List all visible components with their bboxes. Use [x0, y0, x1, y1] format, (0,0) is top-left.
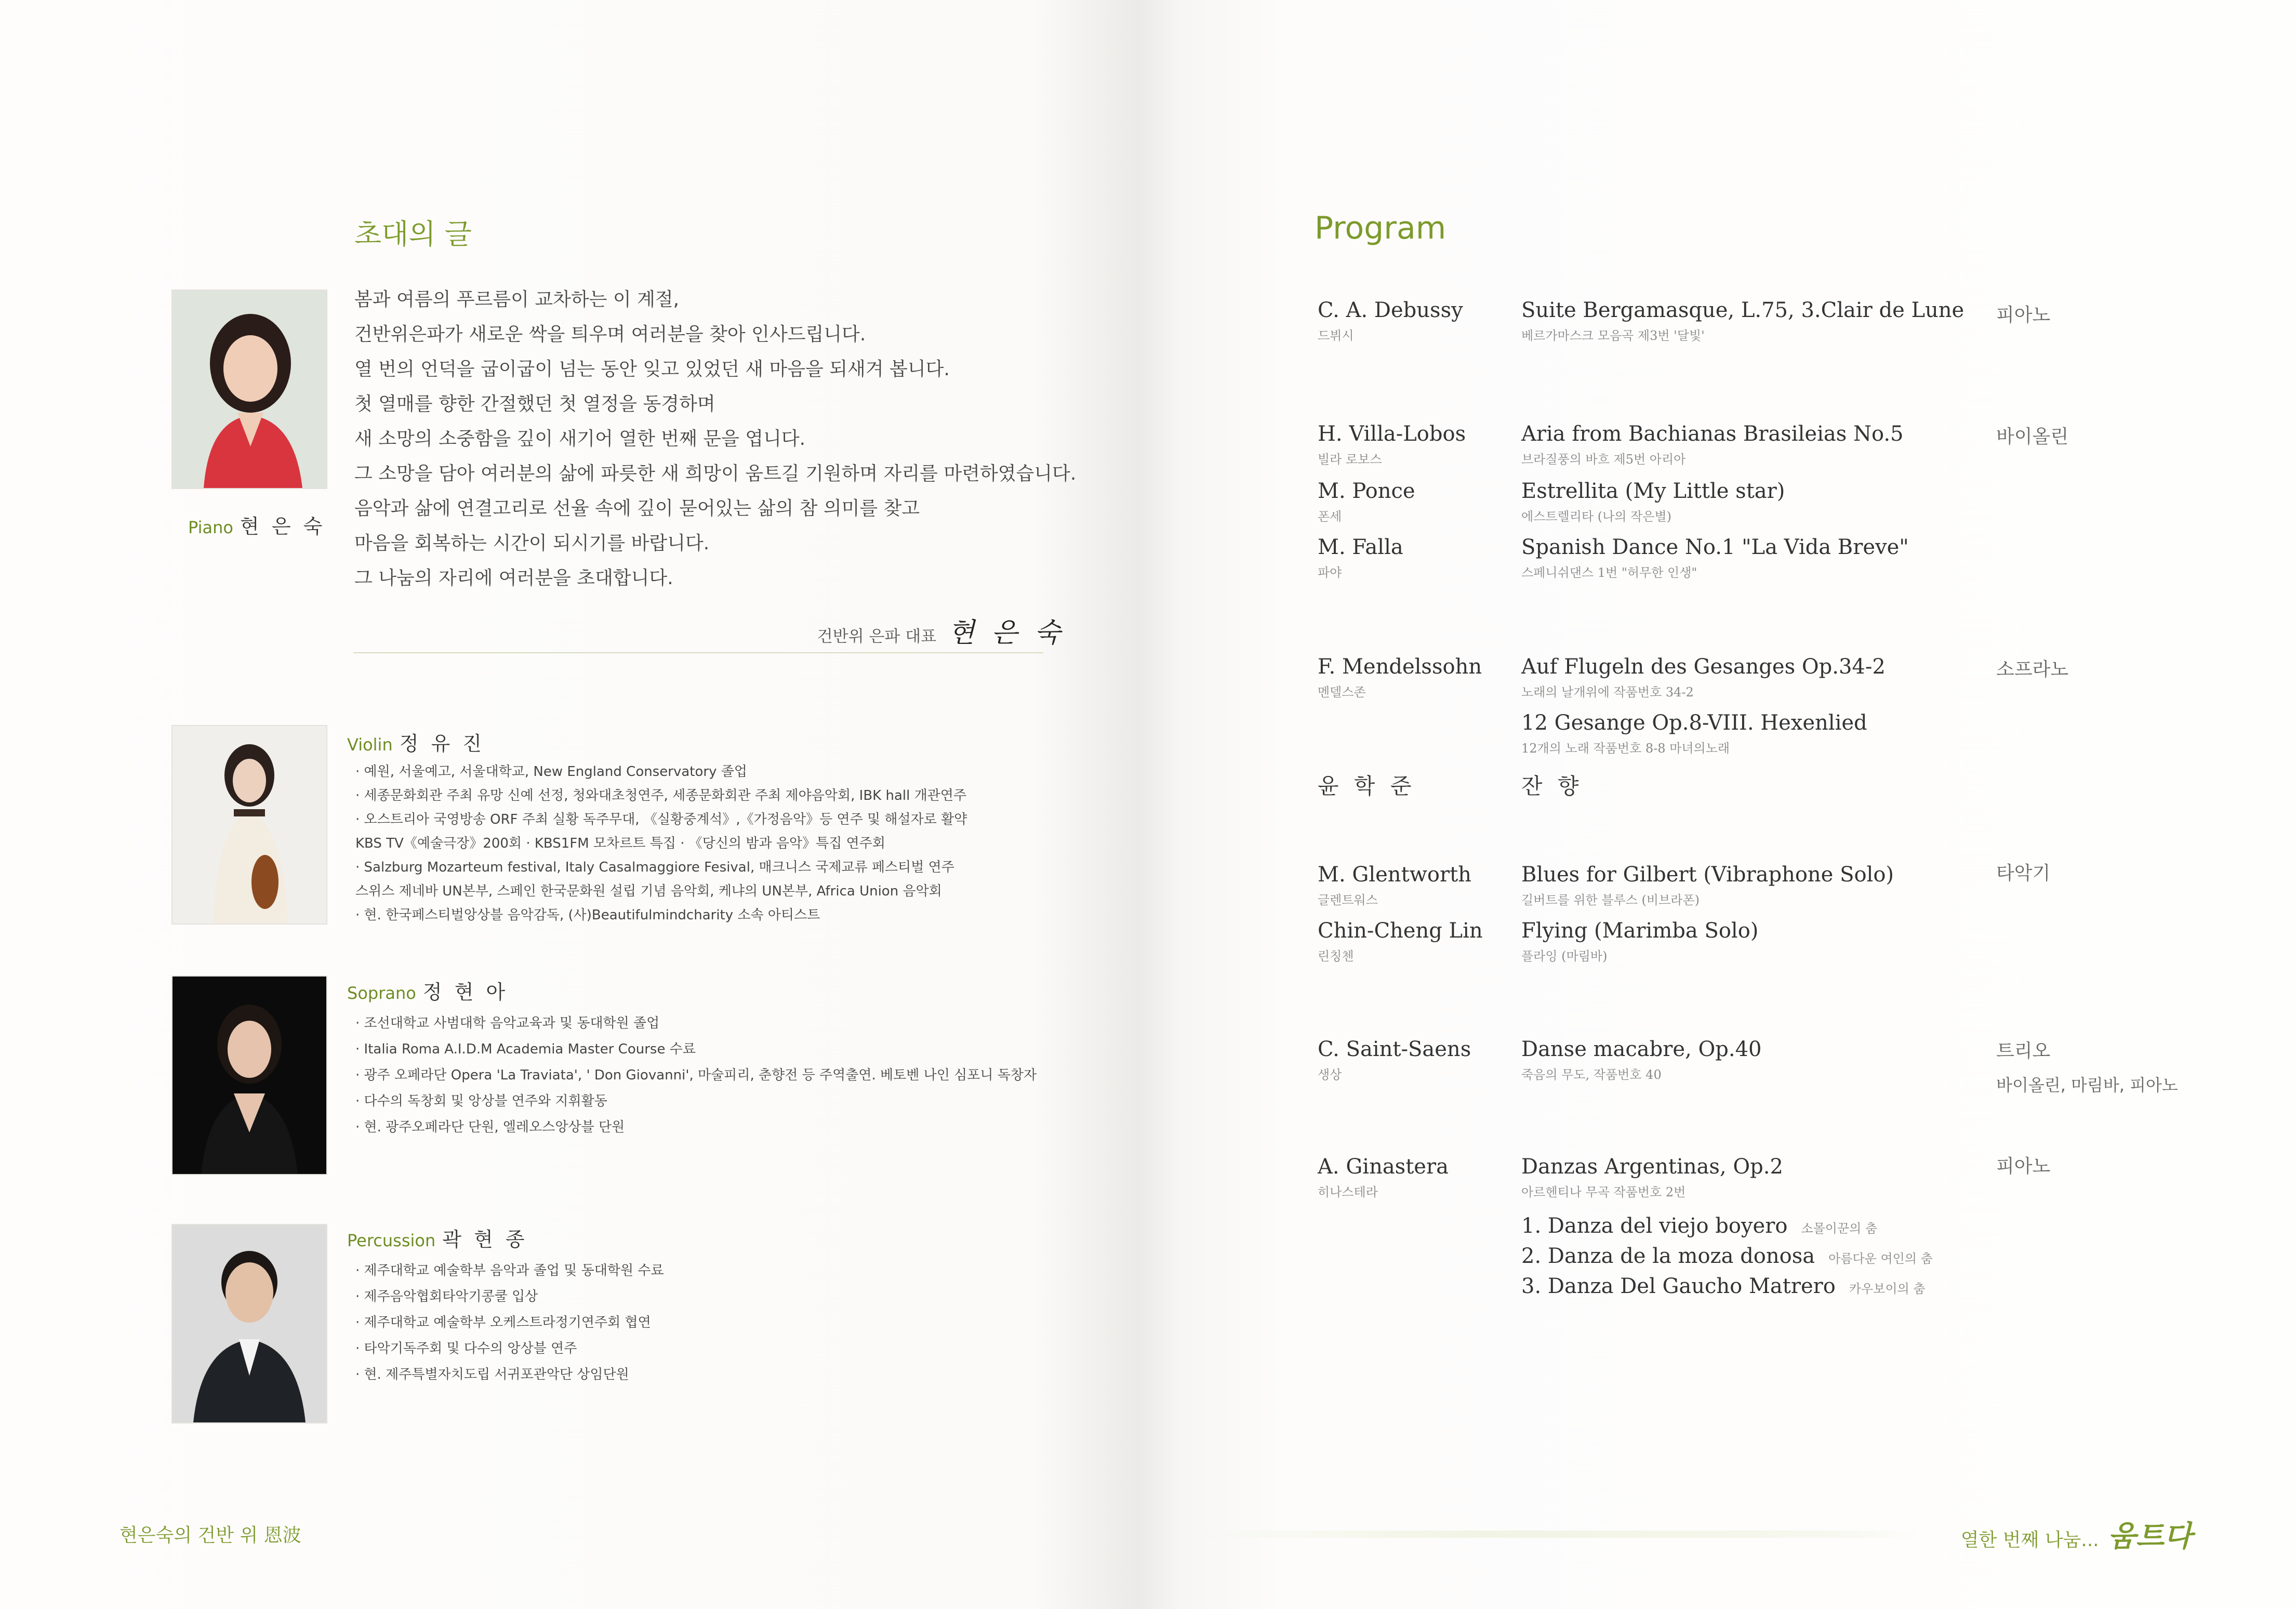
program-instrument — [1996, 859, 2050, 885]
instrument-label: 타악기 — [1996, 863, 2051, 884]
program-work — [1521, 769, 1583, 800]
program-composer — [1318, 422, 1466, 467]
percussion-role: Percussion — [347, 1231, 436, 1250]
soprano-role: Soprano — [347, 983, 416, 1003]
program-composer — [1318, 655, 1482, 700]
movement-title: 2. Danza de la moza donosa — [1521, 1244, 1815, 1268]
work-title-ko: 아르헨티나 무곡 작품번호 2번 — [1521, 1185, 1686, 1199]
composer-name: Chin-Cheng Lin — [1318, 919, 1483, 943]
movement-title: 1. Danza del viejo boyero — [1521, 1214, 1788, 1238]
bio-line: · 예원, 서울예고, 서울대학교, New England Conservatory 졸업 — [355, 764, 747, 780]
instrument-label: 피아노 — [1996, 1156, 2051, 1177]
soprano-portrait-image — [172, 977, 326, 1174]
bio-line: · 현. 한국페스티벌앙상블 음악감독, (사)Beautifulmindcharity 소속 아티스트 — [355, 907, 820, 923]
program-work — [1521, 1037, 1761, 1083]
work-title-ko: 스페니쉬댄스 1번 "허무한 인생" — [1521, 565, 1697, 580]
work-title: Estrellita (My Little star) — [1521, 479, 1785, 503]
invitation-line: 그 소망을 담아 여러분의 삶에 파릇한 새 희망이 움트길 기원하며 자리를 마련하였습니다. — [354, 463, 1077, 484]
program-work — [1521, 919, 1758, 964]
work-title-ko: 12개의 노래 작품번호 8-8 마녀의노래 — [1521, 741, 1730, 756]
work-title: Danse macabre, Op.40 — [1521, 1037, 1762, 1061]
program-instrument — [1996, 1152, 2050, 1178]
program-composer — [1318, 535, 1403, 581]
composer-name: 윤 학 준 — [1318, 773, 1416, 799]
invitation-line: 새 소망의 소중함을 깊이 새기어 열한 번째 문을 엽니다. — [354, 428, 806, 450]
composer-name: A. Ginastera — [1318, 1155, 1449, 1179]
composer-name-ko: 멘델스존 — [1318, 685, 1366, 700]
bio-line: · 현. 광주오페라단 단원, 엘레오스앙상블 단원 — [355, 1119, 625, 1135]
composer-name-ko: 글렌트워스 — [1318, 893, 1378, 907]
soprano-bio — [355, 1010, 1104, 1140]
bio-line: · 다수의 독창회 및 앙상블 연주와 지휘활동 — [355, 1093, 607, 1109]
work-title: Auf Flugeln des Gesanges Op.34-2 — [1521, 655, 1886, 679]
bio-line: · 타악기독주회 및 다수의 앙상블 연주 — [355, 1341, 577, 1356]
violinist-photo — [171, 725, 327, 925]
program-composer — [1318, 479, 1415, 524]
composer-name: H. Villa-Lobos — [1318, 422, 1466, 446]
movement-item — [1521, 1274, 1926, 1298]
work-title-ko: 브라질풍의 바흐 제5번 아리아 — [1521, 452, 1686, 467]
instrument-label: 바이올린 — [1996, 426, 2069, 447]
movement-title-ko: 아름다운 여인의 춤 — [1828, 1251, 1933, 1266]
bio-line: · 제주대학교 예술학부 오케스트라정기연주회 협연 — [355, 1315, 651, 1330]
work-title-ko: 노래의 날개위에 작품번호 34-2 — [1521, 685, 1694, 700]
composer-name-ko: 린칭첸 — [1318, 949, 1354, 964]
instrument-label: 피아노 — [1996, 305, 2051, 326]
signature-name: 현 은 숙 — [948, 617, 1065, 649]
footer-text: 열한 번째 나눔... — [1960, 1529, 2099, 1551]
invitation-line: 열 번의 언덕을 굽이굽이 넘는 동안 잊고 있었던 새 마음을 되새겨 봅니다. — [354, 359, 950, 380]
program-composer — [1318, 1155, 1449, 1200]
composer-name-ko: 폰세 — [1318, 509, 1342, 524]
pianist-portrait-image — [172, 291, 326, 488]
program-work — [1521, 422, 1904, 467]
right-footer — [1961, 1513, 2192, 1555]
violin-name-line — [347, 728, 485, 756]
instrument-detail: 바이올린, 마림바, 피아노 — [1996, 1075, 2178, 1095]
work-title: 잔 향 — [1521, 773, 1583, 799]
work-title: Suite Bergamasque, L.75, 3.Clair de Lune — [1521, 298, 1965, 322]
footer-decoration — [1185, 1531, 1928, 1538]
composer-name-ko: 빌라 로보스 — [1318, 452, 1382, 467]
composer-name: M. Glentworth — [1318, 863, 1471, 887]
percussionist-photo — [171, 1224, 327, 1423]
program-work — [1521, 863, 1894, 908]
composer-name: M. Falla — [1318, 535, 1403, 559]
program-title: Program — [1315, 210, 1446, 246]
invitation-line: 첫 열매를 향한 간절했던 첫 열정을 동경하며 — [354, 393, 715, 415]
bio-line: KBS TV《예술극장》200회 · KBS1FM 모차르트 특집 · 《당신의 밤과 음악》특집 연주회 — [355, 836, 885, 851]
bio-line: · 세종문화회관 주최 유망 신예 선정, 청와대초청연주, 세종문화회관 주최 제야음악회, IBK hall 개관연주 — [355, 788, 967, 803]
work-title: Danzas Argentinas, Op.2 — [1521, 1155, 1783, 1179]
instrument-label: 트리오 — [1996, 1040, 2051, 1062]
signature-block — [817, 611, 1065, 650]
bio-line: · 조선대학교 사범대학 음악교육과 및 동대학원 졸업 — [355, 1015, 660, 1031]
movement-item — [1521, 1244, 1933, 1268]
violin-name: 정 유 진 — [399, 732, 485, 755]
signature-label: 건반위 은파 대표 — [817, 627, 937, 646]
work-title: Spanish Dance No.1 "La Vida Breve" — [1521, 535, 1909, 559]
composer-name-ko: 파야 — [1318, 565, 1342, 580]
movement-title-ko: 카우보이의 춤 — [1849, 1282, 1926, 1296]
composer-name-ko: 히나스테라 — [1318, 1185, 1378, 1199]
percussion-name-line — [347, 1223, 528, 1252]
invitation-title: 초대의 글 — [354, 218, 472, 250]
composer-name: F. Mendelssohn — [1318, 655, 1482, 679]
composer-name-ko: 드뷔시 — [1318, 328, 1354, 343]
program-instrument — [1996, 1036, 2178, 1096]
host-name: 현 은 숙 — [240, 515, 326, 538]
work-title-ko: 에스트렐리타 (나의 작은별) — [1521, 509, 1672, 524]
violin-role: Violin — [347, 735, 393, 755]
program-work — [1521, 1155, 1783, 1200]
divider-rule — [353, 652, 1043, 653]
violinist-portrait-image — [172, 726, 326, 924]
composer-name: C. A. Debussy — [1318, 298, 1463, 322]
work-title: Blues for Gilbert (Vibraphone Solo) — [1521, 863, 1894, 887]
soprano-name-line — [347, 976, 508, 1005]
bio-line: · 오스트리아 국영방송 ORF 주최 실황 독주무대, 《실황중계석》,《가정음악》등 연주 및 해설자로 활약 — [355, 812, 967, 827]
work-title: Aria from Bachianas Brasileias No.5 — [1521, 422, 1904, 446]
invitation-line: 음악과 삶에 연결고리로 선율 속에 깊이 묻어있는 삶의 참 의미를 찾고 — [354, 498, 920, 519]
invitation-line: 건반위은파가 새로운 싹을 틔우며 여러분을 찾아 인사드립니다. — [354, 324, 866, 345]
invitation-line: 마음을 회복하는 시간이 되시기를 바랍니다. — [354, 533, 710, 554]
invitation-line: 봄과 여름의 푸르름이 교차하는 이 계절, — [354, 289, 680, 310]
host-role: Piano — [188, 518, 233, 537]
violin-bio — [355, 760, 1104, 927]
bio-line: 스위스 제네바 UN본부, 스페인 한국문화원 설립 기념 음악회, 케냐의 UN본부, Africa Union 음악회 — [355, 883, 942, 899]
host-name-line — [188, 510, 325, 539]
footer-brand: 움트다 — [2107, 1519, 2192, 1553]
program-work — [1521, 655, 1886, 700]
bio-line: · 현. 제주특별자치도립 서귀포관악단 상임단원 — [355, 1367, 629, 1382]
soprano-name: 정 현 아 — [422, 981, 509, 1004]
program-instrument — [1996, 655, 2068, 681]
invitation-text — [354, 282, 1077, 596]
program-work — [1521, 535, 1909, 581]
composer-name: M. Ponce — [1318, 479, 1415, 503]
bio-line: · 광주 오페라단 Opera 'La Traviata', ' Don Giovanni', 마술피리, 춘향전 등 주역출연. 베토벤 나인 심포니 독창자 — [355, 1067, 1037, 1083]
movement-title-ko: 소몰이꾼의 춤 — [1801, 1221, 1878, 1236]
bio-line: · 제주음악협회타악기콩쿨 입상 — [355, 1289, 538, 1304]
program-work — [1521, 298, 1964, 344]
work-title-ko: 길버트를 위한 블루스 (비브라폰) — [1521, 893, 1700, 907]
work-title-ko: 플라잉 (마림바) — [1521, 949, 1608, 964]
program-instrument — [1996, 300, 2050, 327]
work-title: 12 Gesange Op.8-VIII. Hexenlied — [1521, 711, 1867, 735]
composer-name-ko: 생상 — [1318, 1067, 1342, 1082]
bio-line: · Salzburg Mozarteum festival, Italy Casalmaggiore Fesival, 매크니스 국제교류 페스티벌 연주 — [355, 860, 954, 875]
invitation-line: 그 나눔의 자리에 여러분을 초대합니다. — [354, 568, 673, 589]
composer-name: C. Saint-Saens — [1318, 1037, 1471, 1061]
program-work — [1521, 711, 1867, 756]
work-title: Flying (Marimba Solo) — [1521, 919, 1759, 943]
movement-item — [1521, 1214, 1877, 1238]
soprano-photo — [171, 975, 327, 1175]
program-composer — [1318, 1037, 1471, 1083]
program-work — [1521, 479, 1785, 524]
program-composer — [1318, 769, 1415, 800]
bio-line: · Italia Roma A.I.D.M Academia Master Course 수료 — [355, 1041, 696, 1057]
program-composer — [1318, 863, 1471, 908]
work-title-ko: 베르가마스크 모음곡 제3번 '달빛' — [1521, 328, 1705, 343]
bio-line: · 제주대학교 예술학부 음악과 졸업 및 동대학원 수료 — [355, 1263, 664, 1278]
movement-title: 3. Danza Del Gaucho Matrero — [1521, 1274, 1836, 1298]
percussion-bio — [355, 1258, 1104, 1388]
pianist-photo — [171, 289, 327, 489]
program-composer — [1318, 298, 1463, 344]
work-title-ko: 죽음의 무도, 작품번호 40 — [1521, 1067, 1662, 1082]
program-composer — [1318, 919, 1483, 964]
left-footer: 현은숙의 건반 위 恩波 — [120, 1525, 301, 1546]
percussion-name: 곽 현 종 — [442, 1228, 528, 1251]
program-instrument — [1996, 422, 2068, 449]
percussionist-portrait-image — [172, 1225, 326, 1422]
instrument-label: 소프라노 — [1996, 659, 2069, 680]
